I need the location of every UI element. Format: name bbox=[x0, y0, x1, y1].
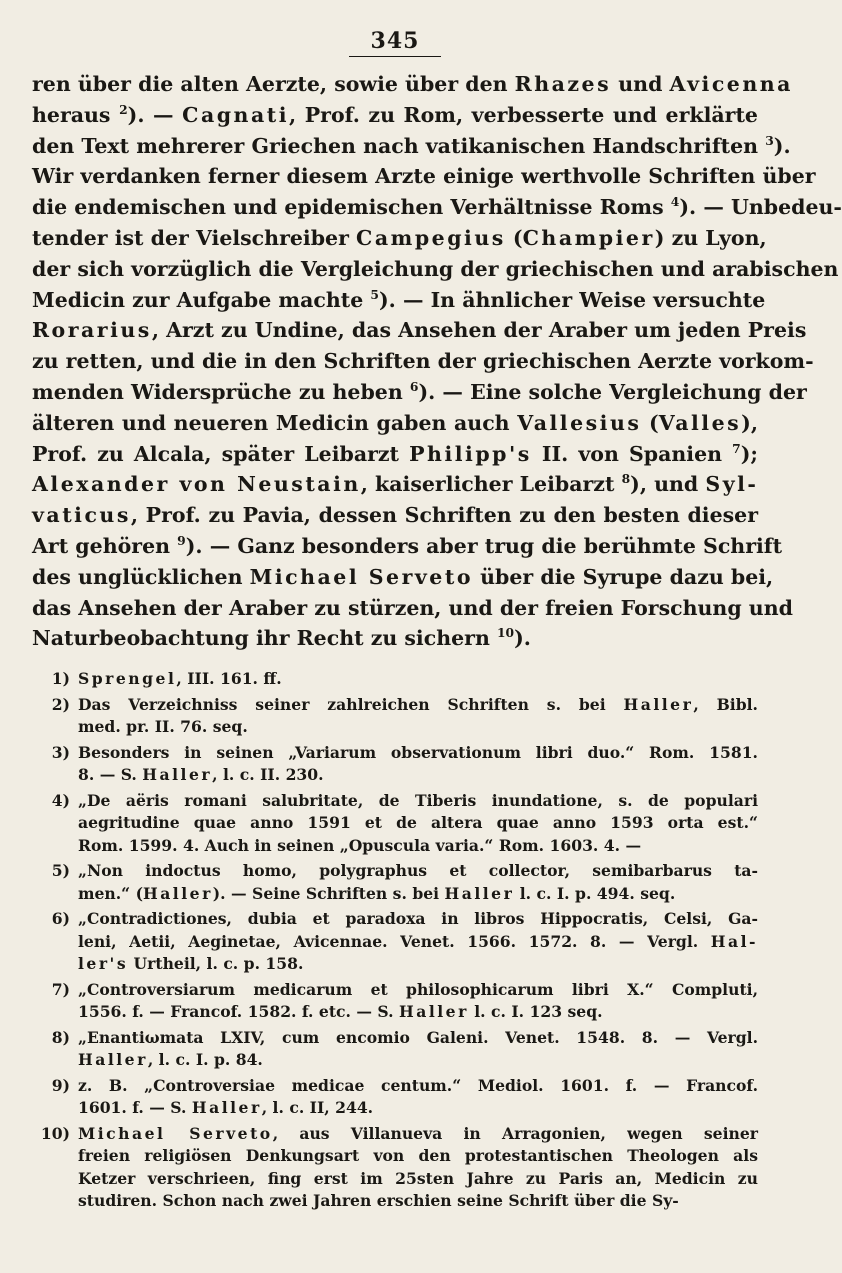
text-line bbox=[32, 623, 758, 654]
footnote-number: 6) bbox=[51, 909, 70, 929]
text-run: älteren und neueren Medicin gaben auch bbox=[32, 410, 518, 435]
text-run: „De aëris romani salubritate, de Tiberis inundatione, s. de populari bbox=[78, 790, 758, 810]
text-run: Rom. 1599. 4. Auch in seinen „Opuscula varia.“ Rom. 1603. 4. — bbox=[78, 835, 642, 855]
text-line bbox=[32, 346, 814, 377]
footnote-line bbox=[78, 883, 758, 906]
footnote bbox=[32, 979, 758, 1024]
text-line bbox=[32, 285, 766, 316]
text-run: studiren. Schon nach zwei Jahren erschien seine Schrift über die Sy- bbox=[78, 1191, 679, 1211]
footnote-number: 10) bbox=[40, 1123, 70, 1143]
text-line bbox=[32, 469, 758, 500]
text-run: ). bbox=[514, 626, 531, 651]
footnote-line bbox=[78, 1145, 758, 1168]
text-run: Urtheil, l. c. p. 158. bbox=[128, 954, 304, 974]
spaced-name: Hal- bbox=[710, 931, 758, 951]
text-run: über die Syrupe dazu bei, bbox=[473, 564, 774, 589]
footnote-spacer bbox=[32, 654, 758, 668]
text-line bbox=[32, 377, 807, 408]
text-run: leni, Aetii, Aeginetae, Avicennae. Venet. 1566. 1572. 8. — Vergl. bbox=[78, 931, 711, 951]
text-run: , kaiserlicher Leibarzt bbox=[360, 472, 622, 497]
footnote bbox=[32, 742, 758, 787]
text-run: Besonders in seinen „Variarum observationum libri duo.“ Rom. 1581. bbox=[78, 742, 758, 762]
text-run: Naturbeobachtung ihr Recht zu sichern bbox=[32, 626, 497, 651]
text-run: z. B. „Controversiae medicae centum.“ Mediol. 1601. f. — Francof. bbox=[78, 1075, 758, 1095]
text-run: ren über die alten Aerzte, sowie über den bbox=[32, 72, 515, 96]
text-run: und bbox=[611, 72, 670, 96]
text-run: 1556. f. — Francof. 1582. f. etc. — S. bbox=[78, 1002, 399, 1022]
text-run: men.“ ( bbox=[78, 883, 143, 903]
footnote-ref: 6 bbox=[409, 379, 419, 395]
footnote-text bbox=[78, 1027, 758, 1072]
footnote-number: 9) bbox=[51, 1075, 70, 1095]
text-run: , aus Villanueva in Arragonien, wegen seiner bbox=[272, 1123, 758, 1143]
spaced-name: Michael Serveto bbox=[249, 564, 473, 589]
text-line bbox=[32, 408, 758, 439]
text-run: menden Widersprüche zu heben bbox=[32, 379, 410, 404]
text-run: , III. 161. ff. bbox=[176, 669, 282, 689]
footnote-ref: 8 bbox=[621, 471, 631, 487]
footnote-line bbox=[78, 1001, 758, 1024]
text-line bbox=[32, 69, 793, 100]
text-run: , Arzt zu Undine, das Ansehen der Araber um jeden Preis bbox=[151, 318, 807, 343]
spaced-name: Michael Serveto bbox=[78, 1123, 273, 1143]
text-run: ), und bbox=[630, 472, 706, 497]
text-run: Das Verzeichniss seiner zahlreichen Schriften s. bei bbox=[78, 694, 624, 714]
text-run: 8. — S. bbox=[78, 765, 143, 785]
text-run: Wir verdanken ferner diesem Arzte einige werthvolle Schriften über bbox=[32, 164, 816, 189]
footnote-text bbox=[78, 860, 758, 905]
footnote-line bbox=[78, 1190, 758, 1213]
text-run: den Text mehrerer Griechen nach vatikanischen Handschriften bbox=[32, 133, 766, 158]
text-run: ), bbox=[741, 410, 758, 435]
page-number: 345 bbox=[32, 28, 758, 57]
spaced-name: vaticus bbox=[32, 503, 131, 528]
body-text bbox=[32, 69, 842, 654]
text-run: Prof. zu Alcala, später Leibarzt bbox=[32, 441, 410, 466]
spaced-name: Vallesius bbox=[517, 410, 642, 435]
footnote-text bbox=[78, 742, 758, 787]
footnote bbox=[32, 1123, 758, 1213]
footnote-line bbox=[78, 1049, 758, 1072]
text-run: , Bibl. bbox=[693, 694, 758, 714]
text-line bbox=[32, 531, 783, 562]
text-run: ). — Ganz besonders aber trug die berühmte Schrift bbox=[185, 533, 783, 558]
text-run: , l. c. II. 230. bbox=[212, 765, 324, 785]
footnote-line bbox=[78, 764, 758, 787]
spaced-name: Alexander von Neustain bbox=[32, 472, 361, 497]
text-run: ) zu Lyon, bbox=[654, 225, 767, 250]
text-run: ); bbox=[740, 441, 758, 466]
text-run: freien religiösen Denkungsart von den protestantischen Theologen als bbox=[78, 1146, 758, 1166]
text-run: ). bbox=[773, 133, 791, 158]
footnote-ref: 7 bbox=[732, 440, 741, 456]
footnote bbox=[32, 694, 758, 739]
footnote-line bbox=[78, 812, 758, 835]
spaced-name: Philipp's bbox=[409, 441, 532, 466]
footnote-line bbox=[78, 1097, 758, 1120]
text-run: heraus bbox=[32, 102, 120, 127]
footnote-text bbox=[78, 908, 758, 976]
text-line bbox=[32, 315, 807, 346]
spaced-name: Sprengel bbox=[78, 669, 177, 689]
footnote-line bbox=[78, 668, 758, 691]
footnote-number: 1) bbox=[51, 669, 70, 689]
text-line bbox=[32, 100, 758, 131]
footnote-ref: 5 bbox=[370, 286, 379, 302]
spaced-name: Haller bbox=[398, 1002, 469, 1022]
text-line bbox=[32, 161, 816, 192]
text-line bbox=[32, 223, 767, 254]
spaced-name: Haller bbox=[623, 694, 694, 714]
text-run: ). — Eine solche Vergleichung der bbox=[418, 379, 807, 404]
footnote-number: 4) bbox=[51, 790, 70, 810]
text-run: ( bbox=[505, 225, 523, 250]
footnote-line bbox=[78, 694, 758, 717]
text-run: , l. c. II, 244. bbox=[261, 1098, 374, 1118]
footnote bbox=[32, 1075, 758, 1120]
text-run: „Controversiarum medicarum et philosophicarum libri X.“ Compluti, bbox=[78, 979, 758, 999]
footnote-number: 7) bbox=[51, 979, 70, 999]
footnote-number: 8) bbox=[51, 1027, 70, 1047]
text-run: ). — Unbedeu- bbox=[679, 195, 842, 220]
spaced-name: ler's bbox=[78, 954, 129, 974]
text-run: tender ist der Vielschreiber bbox=[32, 225, 357, 250]
text-run: zu retten, und die in den Schriften der griechischen Aerzte vorkom- bbox=[32, 349, 814, 374]
spaced-name: Valles bbox=[658, 410, 742, 435]
spaced-name: Haller bbox=[444, 883, 515, 903]
spaced-name: Cagnati bbox=[182, 102, 290, 127]
footnote bbox=[32, 790, 758, 858]
text-run: das Ansehen der Araber zu stürzen, und der freien Forschung und bbox=[32, 595, 793, 620]
footnote-line bbox=[78, 1027, 758, 1050]
text-run: „Enantiωmata LXIV, cum encomio Galeni. Venet. 1548. 8. — Vergl. bbox=[78, 1027, 758, 1047]
footnote-text bbox=[78, 1123, 758, 1213]
text-run: ). — Seine Schriften s. bei bbox=[212, 883, 445, 903]
footnote-number: 3) bbox=[51, 742, 70, 762]
text-run: Ketzer verschrieen, fing erst im 25sten Jahre zu Paris an, Medicin zu bbox=[78, 1168, 758, 1188]
text-run: die endemischen und epidemischen Verhältnisse Roms bbox=[32, 195, 671, 220]
footnote bbox=[32, 860, 758, 905]
footnote-ref: 4 bbox=[670, 194, 680, 210]
footnote-ref: 10 bbox=[496, 625, 515, 641]
text-run: der sich vorzüglich die Vergleichung der griechischen und arabischen bbox=[32, 256, 839, 281]
text-run: med. pr. II. 76. seq. bbox=[78, 717, 248, 737]
footnote-line bbox=[78, 908, 758, 931]
text-run: aegritudine quae anno 1591 et de altera quae anno 1593 orta est.“ bbox=[78, 813, 758, 833]
text-run: II. von Spanien bbox=[531, 441, 733, 466]
text-run: „Non indoctus homo, polygraphus et collector, semibarbarus ta- bbox=[78, 861, 758, 881]
spaced-name: Avicenna bbox=[669, 72, 793, 96]
spaced-name: Haller bbox=[142, 765, 213, 785]
spaced-name: Haller bbox=[142, 883, 213, 903]
footnote-line bbox=[78, 1168, 758, 1191]
footnote-line bbox=[78, 742, 758, 765]
spaced-name: Syl- bbox=[705, 472, 759, 497]
text-line bbox=[32, 192, 842, 223]
footnote-line bbox=[78, 716, 758, 739]
text-run: , Prof. zu Pavia, dessen Schriften zu den besten dieser bbox=[130, 503, 758, 528]
text-line bbox=[32, 593, 793, 624]
text-run: Medicin zur Aufgabe machte bbox=[32, 287, 371, 312]
footnote-text bbox=[78, 979, 758, 1024]
text-line bbox=[32, 562, 774, 593]
footnotes bbox=[32, 668, 758, 1213]
text-line bbox=[32, 254, 839, 285]
text-run: ). — In ähnlicher Weise versuchte bbox=[378, 287, 766, 312]
footnote-number: 2) bbox=[51, 694, 70, 714]
spaced-name: Champier bbox=[522, 225, 655, 250]
text-run: , l. c. I. p. 84. bbox=[147, 1050, 263, 1070]
text-run: Art gehören bbox=[32, 533, 178, 558]
footnote-line bbox=[78, 790, 758, 813]
text-line bbox=[32, 439, 758, 470]
footnote-text bbox=[78, 1075, 758, 1120]
footnote-line bbox=[78, 953, 758, 976]
footnote-line bbox=[78, 1123, 758, 1146]
text-run: l. c. I. 123 seq. bbox=[468, 1002, 603, 1022]
footnote-text bbox=[78, 790, 758, 858]
footnote-line bbox=[78, 835, 758, 858]
spaced-name: Campegius bbox=[356, 225, 506, 250]
footnote-ref: 3 bbox=[765, 132, 774, 148]
text-run: , Prof. zu Rom, verbesserte und erklärte bbox=[289, 102, 758, 127]
text-run: des unglücklichen bbox=[32, 564, 250, 589]
footnote-ref: 2 bbox=[119, 101, 128, 117]
footnote bbox=[32, 908, 758, 976]
footnote-line bbox=[78, 979, 758, 1002]
footnote-line bbox=[78, 1075, 758, 1098]
footnote bbox=[32, 1027, 758, 1072]
text-line bbox=[32, 131, 791, 162]
text-line bbox=[32, 500, 758, 531]
text-run: l. c. I. p. 494. seq. bbox=[514, 883, 676, 903]
footnote-number: 5) bbox=[51, 861, 70, 881]
text-run: „Contradictiones, dubia et paradoxa in libros Hippocratis, Celsi, Ga- bbox=[78, 909, 758, 929]
footnote-text bbox=[78, 694, 758, 739]
footnote-text bbox=[78, 668, 758, 691]
footnote-line bbox=[78, 860, 758, 883]
spaced-name: Haller bbox=[191, 1098, 262, 1118]
text-run: ( bbox=[641, 410, 659, 435]
footnote-ref: 9 bbox=[177, 533, 186, 549]
spaced-name: Rhazes bbox=[514, 72, 612, 96]
spaced-name: Haller bbox=[78, 1050, 148, 1070]
spaced-name: Rorarius bbox=[32, 318, 152, 343]
text-run: 1601. f. — S. bbox=[78, 1098, 192, 1118]
footnote-line bbox=[78, 931, 758, 954]
text-run: ). — bbox=[127, 102, 183, 127]
footnote bbox=[32, 668, 758, 691]
